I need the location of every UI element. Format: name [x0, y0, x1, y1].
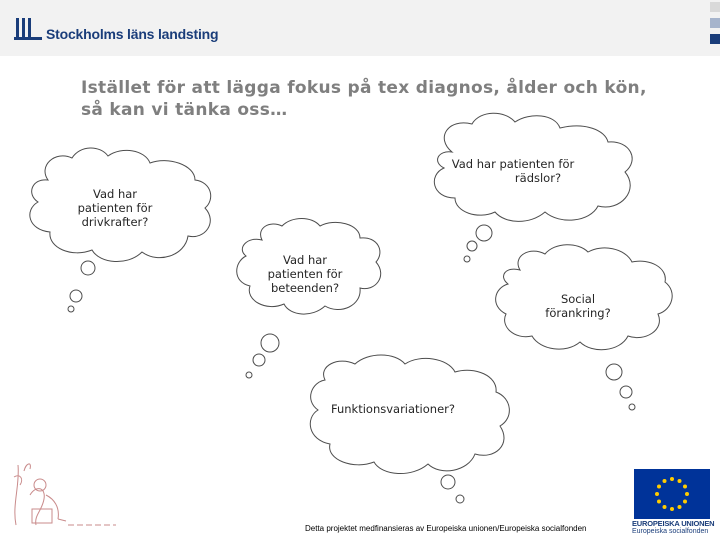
- cloud-drives-line-2: patienten för: [77, 201, 153, 215]
- cloud-drives-line-3: drivkrafter?: [81, 215, 149, 229]
- footer-text: Detta projektet medfinansieras av Europeiska unionen/Europeiska socialfonden: [305, 524, 587, 533]
- eu-flag-icon: [634, 469, 710, 519]
- cloud-function-text: [318, 402, 468, 416]
- cloud-behaviors-bubble-3: [246, 372, 252, 378]
- cloud-drives-bubble-3: [68, 306, 74, 312]
- cloud-behaviors-bubble-1: [261, 334, 279, 352]
- cloud-social-bubble-3: [629, 404, 635, 410]
- cloud-fears-line-2: rädslor?: [514, 171, 562, 185]
- cloud-function-bubble-2: [456, 495, 464, 503]
- cloud-fears-text: [438, 157, 588, 185]
- cloud-behaviors-line-3: beteenden?: [270, 281, 340, 295]
- title-line-1: Istället för att lägga fokus på tex diagnos, ålder och kön,: [81, 78, 647, 98]
- cloud-social-bubble-2: [620, 386, 632, 398]
- cloud-function-line-1: Funktionsvariationer?: [330, 402, 455, 416]
- cloud-social-bubble-1: [606, 364, 622, 380]
- cloud-behaviors-text: [255, 253, 355, 295]
- cloud-social-text: [528, 292, 628, 320]
- cloud-fears-line-1: Vad har patienten för: [451, 157, 575, 171]
- cloud-drives-bubble-1: [81, 261, 95, 275]
- cloud-fears-bubble-3: [464, 256, 470, 262]
- cloud-behaviors-line-2: patienten för: [267, 267, 343, 281]
- cloud-behaviors-line-1: Vad har: [282, 253, 328, 267]
- cloud-drives-line-1: Vad har: [92, 187, 138, 201]
- cloud-fears-bubble-2: [467, 241, 477, 251]
- cloud-behaviors-bubble-2: [253, 354, 265, 366]
- cloud-social-line-2: förankring?: [545, 306, 611, 320]
- eu-label-union: EUROPEISKA UNIONEN: [632, 519, 715, 528]
- sketch-logo-icon: [6, 455, 121, 535]
- cloud-function-bubble-1: [441, 475, 455, 489]
- cloud-fears-bubble-1: [476, 225, 492, 241]
- cloud-drives-text: [60, 187, 170, 229]
- cloud-social-line-1: Social: [560, 292, 596, 306]
- title-line-2: så kan vi tänka oss…: [81, 100, 288, 120]
- eu-label-fund: Europeiska socialfonden: [632, 528, 709, 535]
- cloud-drives-bubble-2: [70, 290, 82, 302]
- logo-text: Stockholms läns landsting: [46, 26, 219, 42]
